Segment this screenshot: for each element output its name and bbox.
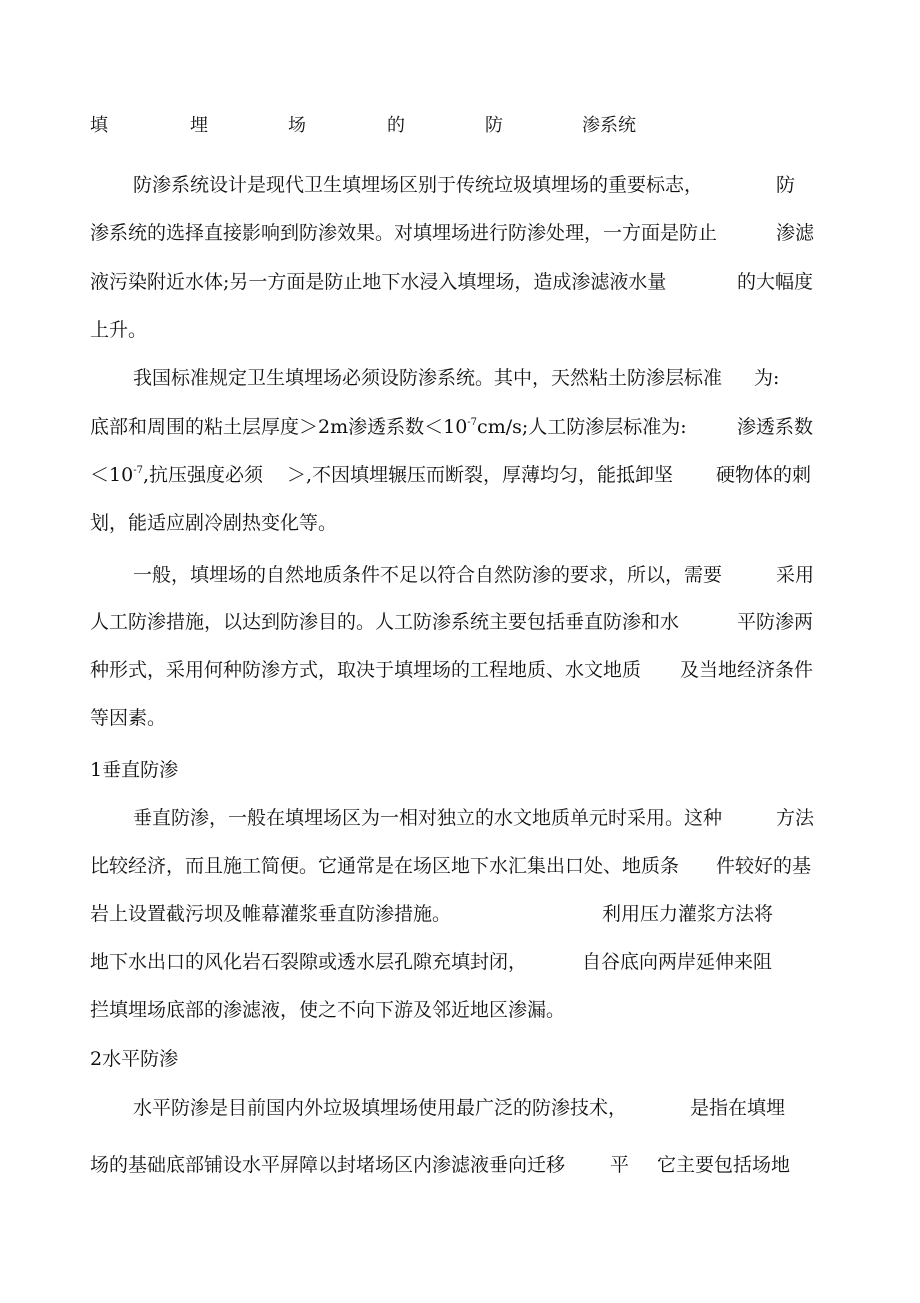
p5-line2-end: 它主要包括场地 — [657, 1154, 791, 1176]
title-char-6: 渗系统 — [582, 115, 636, 136]
p3-line1-end: 采用 — [776, 564, 815, 586]
p2-line4: 划，能适应剧冷剧热变化等。 — [90, 512, 338, 534]
p4-line1-end: 方法 — [776, 807, 815, 829]
title-char-4: 的 — [387, 115, 405, 136]
p1-line1-end: 防 — [776, 174, 796, 196]
p2-line1: 我国标准规定卫生填埋场必须设防渗系统。其中，天然粘土防渗层标准 — [133, 367, 723, 389]
p2-line2: 底部和周围的粘土层厚度＞2m渗透系数$<10^{-7}cm/s$;人工防渗层标准为: — [90, 416, 687, 438]
p2-line3-end: 硬物体的刺 — [716, 464, 812, 486]
p4-line2: 比较经济，而且施工简便。它通常是在场区地下水汇集出口处、地质条 — [90, 855, 680, 877]
p3-line2-end: 平防渗两 — [737, 611, 814, 633]
title-char-5: 防 — [485, 115, 503, 136]
p4-line3: 岩上设置截污坝及帷幕灌浆垂直防渗措施。 — [90, 903, 452, 925]
p2-line2-end: 渗透系数 — [737, 416, 814, 438]
p4-line1: 垂直防渗，一般在填埋场区为一相对独立的水文地质单元时采用。这种 — [133, 807, 723, 829]
p4-line4: 地下水出口的风化岩石裂隙或透水层孔隙充填封闭， — [90, 951, 528, 973]
p3-line3-end: 及当地经济条件 — [680, 659, 814, 681]
title-char-3: 场 — [288, 115, 306, 136]
p3-line1: 一般，填埋场的自然地质条件不足以符合自然防渗的要求，所以，需要 — [133, 564, 723, 586]
section-heading-horizontal: 2水平防渗 — [90, 1048, 179, 1070]
p2-line1-end: 为: — [754, 367, 780, 389]
p4-line5: 拦填埋场底部的渗滤液，使之不向下游及邻近地区渗漏。 — [90, 999, 566, 1021]
title-char-2: 埋 — [190, 115, 208, 136]
p3-line4: 等因素。 — [90, 707, 167, 729]
p1-line4: 上升。 — [90, 319, 148, 341]
p2-line3: $<10^{-7}$,抗压强度必须 — [90, 464, 263, 486]
p1-line2-end: 渗滤 — [776, 222, 815, 244]
p5-line2: 场的基础底部铺设水平屏障以封堵场区内渗滤液垂向迁移 — [90, 1154, 566, 1176]
p4-line3-end: 利用压力灌浆方法将 — [602, 903, 774, 925]
p1-line1: 防渗系统设计是现代卫生填埋场区别于传统垃圾填埋场的重要标志， — [133, 174, 704, 196]
title-char-1: 填 — [90, 115, 108, 136]
p1-line2: 渗系统的选择直接影响到防渗效果。对填埋场进行防渗处理，一方面是防止 — [90, 222, 718, 244]
p5-line1: 水平防渗是目前国内外垃圾填埋场使用最广泛的防渗技术， — [133, 1097, 628, 1119]
section-heading-vertical: 1垂直防渗 — [90, 759, 179, 781]
p3-line3: 种形式，采用何种防渗方式，取决于填埋场的工程地质、水文地质 — [90, 659, 642, 681]
p3-line2: 人工防渗措施，以达到防渗目的。人工防渗系统主要包括垂直防渗和水 — [90, 611, 680, 633]
p5-line1-end: 是指在填埋 — [690, 1097, 786, 1119]
p5-line2-mid: 平 — [610, 1154, 630, 1176]
p2-line3-mid: ＞,不因填埋辗压而断裂，厚薄均匀，能抵卸坚 — [287, 464, 674, 486]
p1-line3-end: 的大幅度 — [737, 271, 814, 293]
superscript: -7 — [133, 465, 143, 476]
superscript: -7 — [467, 417, 478, 428]
p1-line3: 液污染附近水体;另一方面是防止地下水浸入填埋场，造成渗滤液水量 — [90, 271, 667, 293]
p4-line2-end: 件较好的基 — [716, 855, 812, 877]
p4-line4-end: 自谷底向两岸延伸来阻 — [582, 951, 773, 973]
